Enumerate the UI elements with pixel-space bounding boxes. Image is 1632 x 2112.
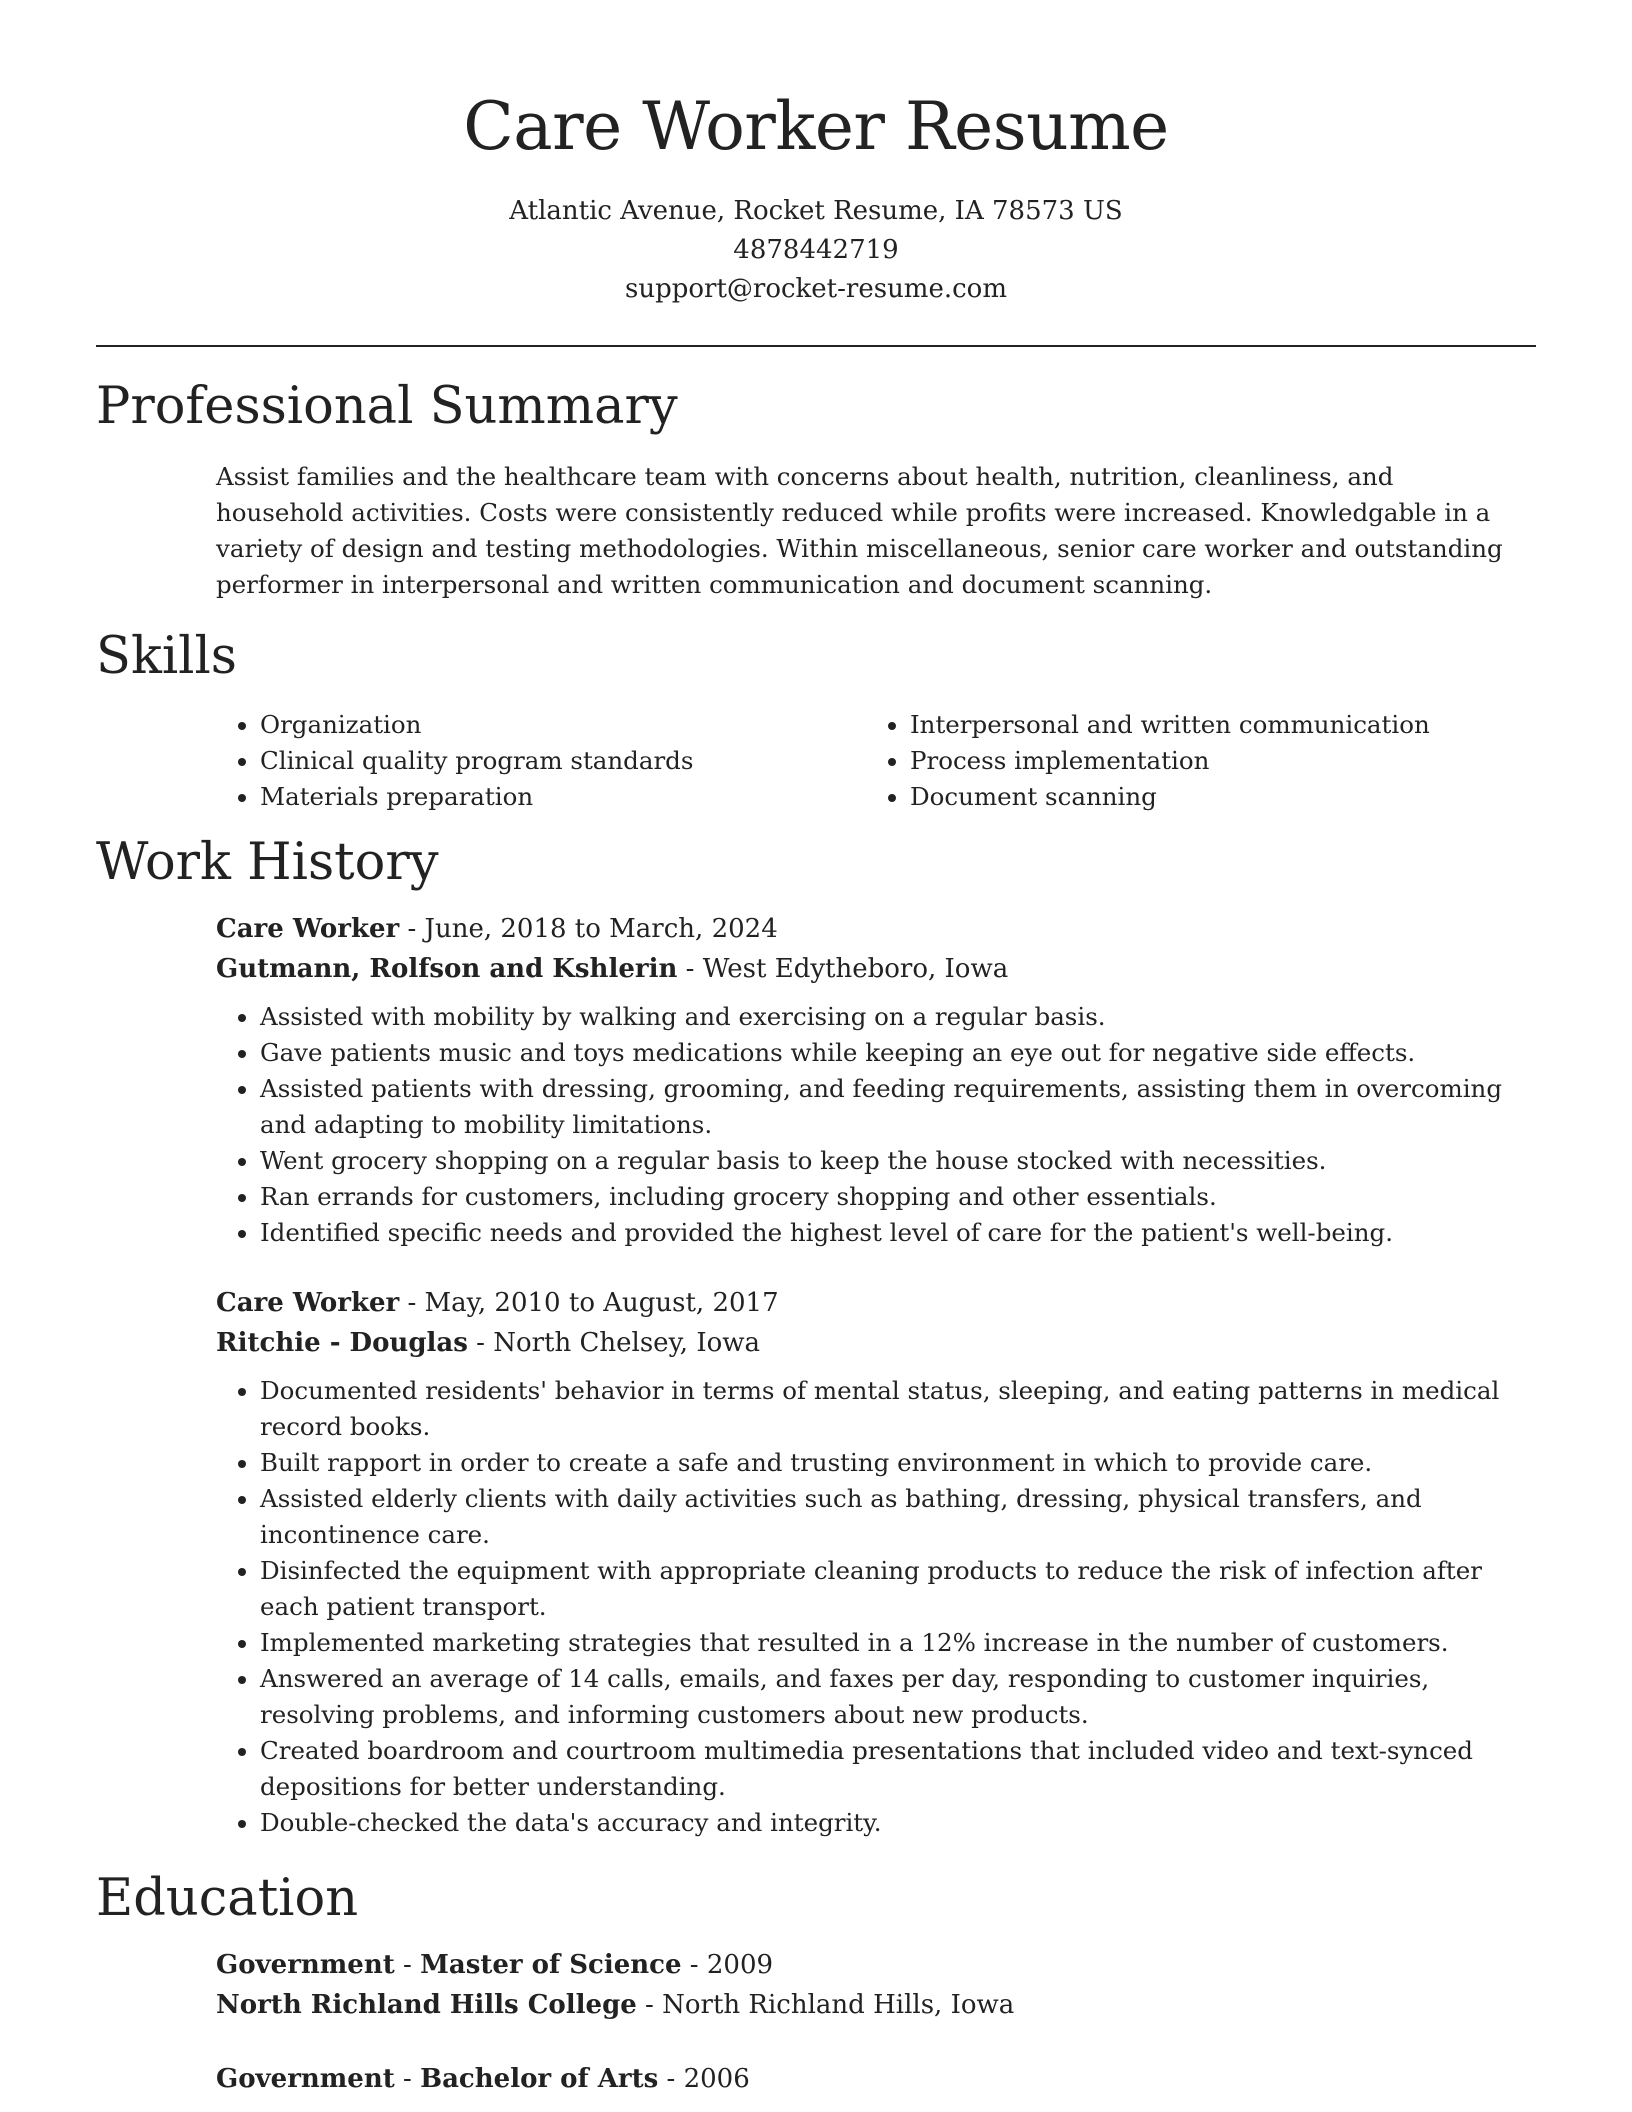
- job-bullet: • Assisted with mobility by walking and exercising on a regular basis.: [260, 999, 1546, 1035]
- skills-list-right: [866, 707, 1516, 815]
- section-title-education: Education: [96, 1869, 359, 1928]
- job-bullets: [216, 1373, 1546, 1841]
- education-degree: Master of Science: [420, 1950, 682, 1980]
- skill-item: • Clinical quality program standards: [260, 743, 866, 779]
- job-company-line: Ritchie - Douglas - North Chelsey, Iowa: [216, 1328, 761, 1358]
- education-field: Government: [216, 2064, 395, 2094]
- job-bullet: • Went grocery shopping on a regular basis to keep the house stocked with necessities.: [260, 1143, 1546, 1179]
- job-title: Care Worker: [216, 1288, 400, 1318]
- job-bullet: • Ran errands for customers, including grocery shopping and other essentials.: [260, 1179, 1546, 1215]
- job-entry: [216, 909, 1536, 1251]
- education-field: Government: [216, 1950, 395, 1980]
- section-title-summary: Professional Summary: [96, 377, 678, 436]
- section-title-work-history: Work History: [96, 833, 439, 892]
- job-bullet: • Assisted elderly clients with daily activities such as bathing, dressing, physical transfers, and incontinence care.: [260, 1481, 1546, 1553]
- job-entry: [216, 1283, 1536, 1841]
- job-bullet: • Gave patients music and toys medications while keeping an eye out for negative side effects.: [260, 1035, 1546, 1071]
- education-degree-line: Government - Master of Science - 2009: [216, 1950, 774, 1980]
- address: Atlantic Avenue, Rocket Resume, IA 78573 US: [509, 196, 1123, 226]
- education-degree-line: Government - Bachelor of Arts - 2006: [216, 2064, 750, 2094]
- contact-info: [96, 192, 1536, 309]
- job-bullet: • Created boardroom and courtroom multimedia presentations that included video and text-synced depositions for better understanding.: [260, 1733, 1546, 1805]
- job-bullet: • Double-checked the data's accuracy and integrity.: [260, 1805, 1546, 1841]
- job-bullet: • Identified specific needs and provided the highest level of care for the patient's well-being.: [260, 1215, 1546, 1251]
- education-year: 2009: [706, 1950, 774, 1980]
- job-title-line: Care Worker - May, 2010 to August, 2017: [216, 1288, 779, 1318]
- phone: 4878442719: [733, 235, 899, 265]
- job-location: North Chelsey, Iowa: [493, 1328, 761, 1358]
- job-bullet: • Built rapport in order to create a safe and trusting environment in which to provide care.: [260, 1445, 1546, 1481]
- job-location: West Edytheboro, Iowa: [702, 954, 1009, 984]
- job-bullet: • Implemented marketing strategies that resulted in a 12% increase in the number of customers.: [260, 1625, 1546, 1661]
- job-company: Ritchie - Douglas: [216, 1328, 468, 1358]
- education-degree: Bachelor of Arts: [420, 2064, 659, 2094]
- job-title-line: Care Worker - June, 2018 to March, 2024: [216, 914, 778, 944]
- education-entry: [216, 1945, 1536, 2025]
- resume-header: [96, 0, 1536, 309]
- education-school-line: North Richland Hills College - North Richland Hills, Iowa: [216, 1990, 1015, 2020]
- skill-item: • Materials preparation: [260, 779, 866, 815]
- job-dates: June, 2018 to March, 2024: [424, 914, 778, 944]
- job-bullet: • Disinfected the equipment with appropriate cleaning products to reduce the risk of infection after each patient transport.: [260, 1553, 1546, 1625]
- education-school: North Richland Hills College: [216, 1990, 637, 2020]
- job-bullet: • Assisted patients with dressing, grooming, and feeding requirements, assisting them in overcoming and adapting to mobility limitations.: [260, 1071, 1546, 1143]
- skill-item: • Document scanning: [910, 779, 1516, 815]
- job-company: Gutmann, Rolfson and Kshlerin: [216, 954, 678, 984]
- job-title: Care Worker: [216, 914, 400, 944]
- education-location: North Richland Hills, Iowa: [662, 1990, 1015, 2020]
- skills-columns: [216, 707, 1536, 815]
- summary-text: Assist families and the healthcare team with concerns about health, nutrition, cleanliness, and household activities. Costs were consistently reduced while profits were increased. Knowledgable in a variety of design and testing methodologies. Within miscellaneous, senior care worker and outstanding performer in interpersonal and written communication and document scanning.: [216, 462, 1503, 599]
- job-bullet: • Documented residents' behavior in terms of mental status, sleeping, and eating patterns in medical record books.: [260, 1373, 1546, 1445]
- skill-item: • Process implementation: [910, 743, 1516, 779]
- resume-title: Care Worker Resume: [463, 88, 1169, 165]
- email: support@rocket-resume.com: [624, 274, 1007, 304]
- job-bullet: • Answered an average of 14 calls, emails, and faxes per day, responding to customer inquiries, resolving problems, and informing customers about new products.: [260, 1661, 1546, 1733]
- skill-item: • Interpersonal and written communication: [910, 707, 1516, 743]
- skill-item: • Organization: [260, 707, 866, 743]
- job-bullets: [216, 999, 1546, 1251]
- section-title-skills: Skills: [96, 627, 237, 686]
- work-history-section: [96, 831, 1536, 1841]
- resume-page: [96, 0, 1536, 2099]
- job-company-line: Gutmann, Rolfson and Kshlerin - West Edytheboro, Iowa: [216, 954, 1009, 984]
- education-section: [96, 1867, 1536, 2099]
- header-divider: [96, 345, 1536, 347]
- skills-list-left: [216, 707, 866, 815]
- job-dates: May, 2010 to August, 2017: [424, 1288, 779, 1318]
- education-year: 2006: [683, 2064, 750, 2094]
- professional-summary-section: [96, 375, 1536, 603]
- skills-section: [96, 625, 1536, 815]
- education-entry: [216, 2059, 1536, 2099]
